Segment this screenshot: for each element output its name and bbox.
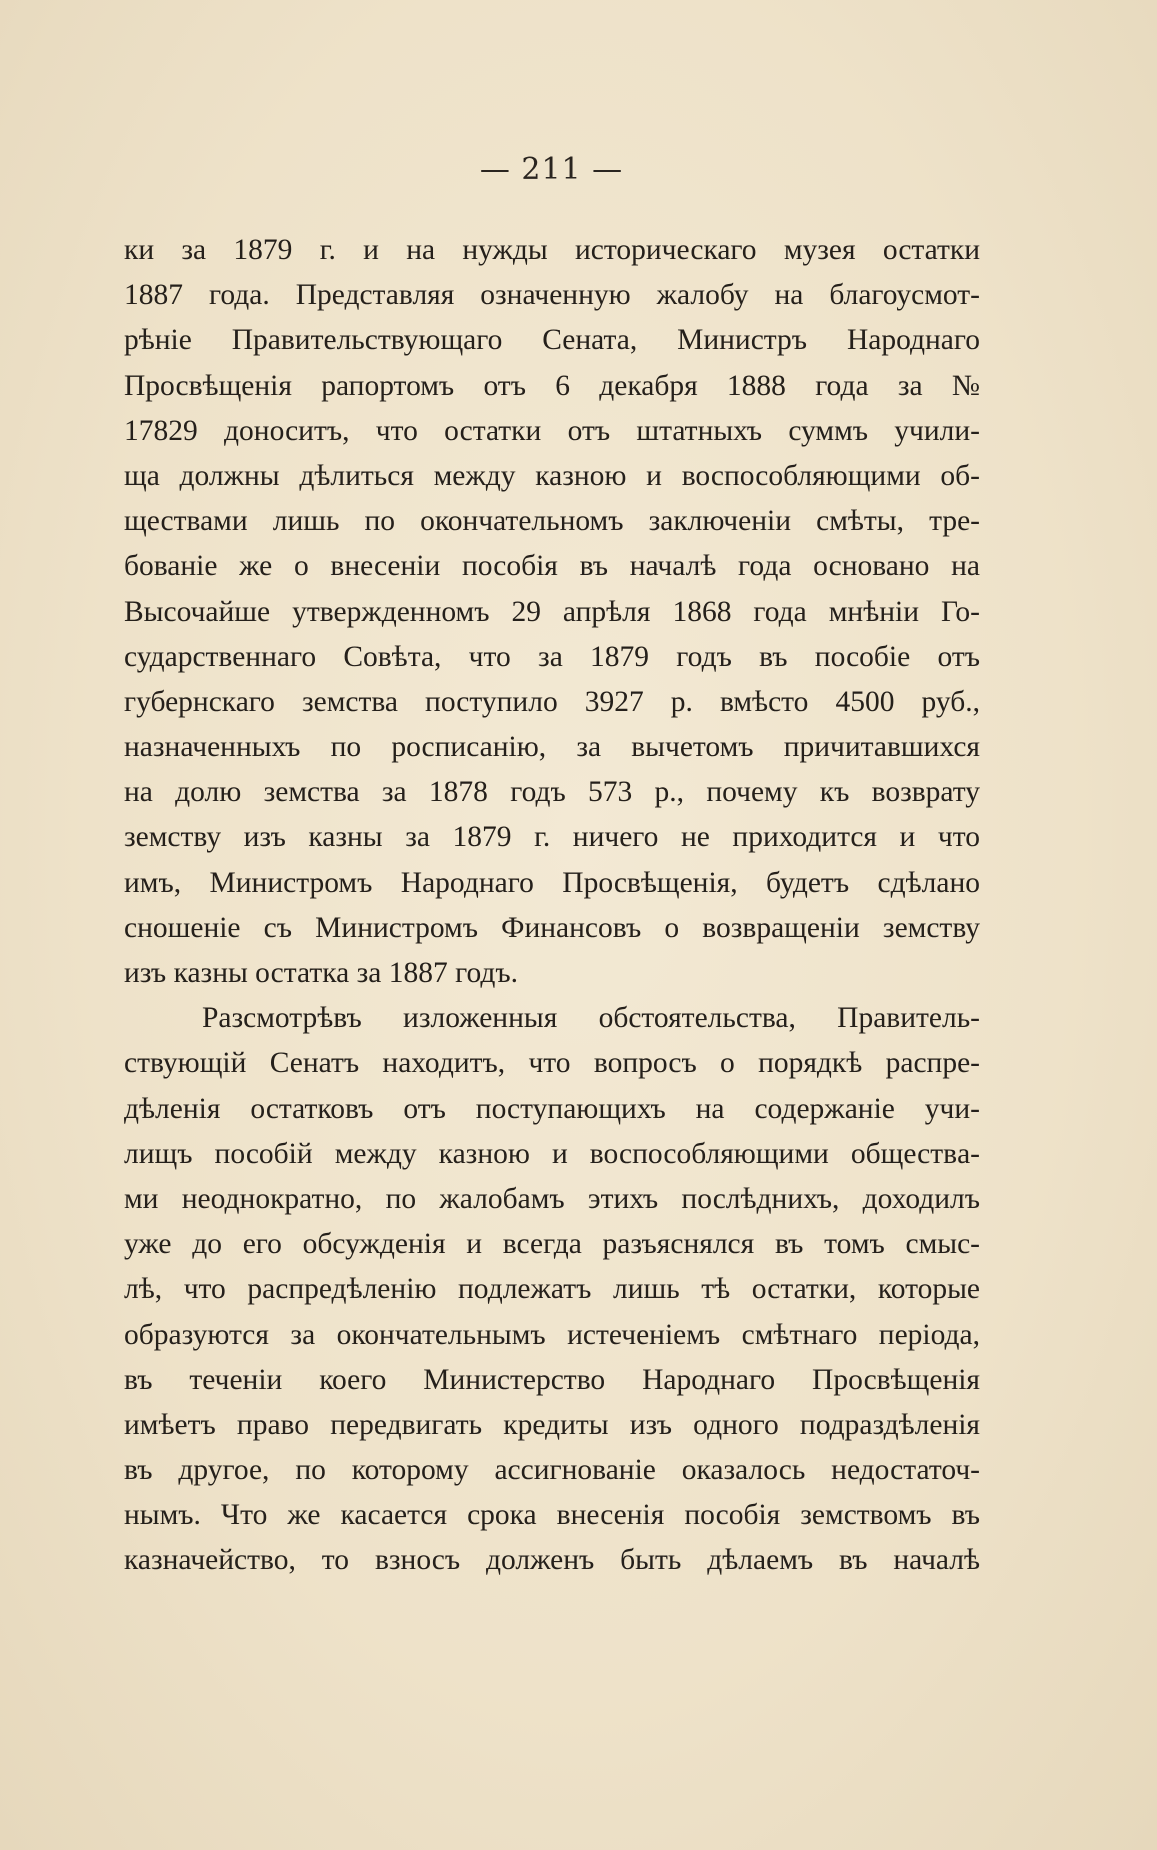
text-line: ми неоднократно, по жалобамъ этихъ послѣднихъ, доходилъ <box>124 1182 980 1215</box>
text-line: имѣетъ право передвигать кредиты изъ одного подраздѣленія <box>124 1408 980 1441</box>
text-line: губернскаго земства поступило 3927 р. вмѣсто 4500 руб., <box>124 685 980 718</box>
text-line: Просвѣщенія рапортомъ отъ 6 декабря 1888 года за № <box>124 369 980 402</box>
text-line: Разсмотрѣвъ изложенныя обстоятельства, Правитель- <box>202 1002 980 1035</box>
text-line: лѣ, что распредѣленію подлежатъ лишь тѣ остатки, которые <box>124 1273 980 1306</box>
text-line: ствующій Сенатъ находитъ, что вопросъ о порядкѣ распре- <box>124 1047 980 1080</box>
text-line: земству изъ казны за 1879 г. ничего не приходится и что <box>124 821 980 854</box>
text-line: сударственнаго Совѣта, что за 1879 годъ въ пособіе отъ <box>124 640 980 673</box>
text-line: назначенныхъ по росписанію, за вычетомъ причитавшихся <box>124 731 980 764</box>
text-line: 1887 года. Представляя означенную жалобу на благоусмот- <box>124 279 980 312</box>
text-line: въ другое, по которому ассигнованіе оказалось недостаточ- <box>124 1454 980 1487</box>
text-line: бованіе же о внесеніи пособія въ началѣ года основано на <box>124 550 980 583</box>
text-line: сношеніе съ Министромъ Финансовъ о возвращеніи земству <box>124 911 980 944</box>
text-line: на долю земства за 1878 годъ 573 р., почему къ возврату <box>124 776 980 809</box>
text-line: ки за 1879 г. и на нужды историческаго музея остатки <box>124 234 980 266</box>
text-line: лищъ пособій между казною и воспособляющими обществa- <box>124 1137 980 1170</box>
text-line: ществами лишь по окончательномъ заключеніи смѣты, тре- <box>124 505 980 538</box>
text-line: имъ, Министромъ Народнаго Просвѣщенія, будетъ сдѣлано <box>124 866 980 899</box>
text-line: въ теченіи коего Министерство Народнаго Просвѣщенія <box>124 1363 980 1396</box>
text-line: ща должны дѣлиться между казною и воспособляющими об- <box>124 459 980 492</box>
page-number: — 211 — <box>479 152 624 187</box>
text-line: 17829 доноситъ, что остатки отъ штатныхъ суммъ учили- <box>124 414 980 447</box>
text-line: нымъ. Что же касается срока внесенія пособія земствомъ въ <box>124 1499 980 1532</box>
text-line: рѣніе Правительствующаго Сената, Министръ Народнаго <box>124 324 980 357</box>
body-text <box>124 228 980 1584</box>
text-line: дѣленія остатковъ отъ поступающихъ на содержаніе учи- <box>124 1092 980 1125</box>
text-line: казначейство, то взносъ долженъ быть дѣлаемъ въ началѣ <box>124 1544 980 1577</box>
text-line: уже до его обсужденія и всегда разъяснялся въ томъ смыс- <box>124 1228 980 1261</box>
text-line: Высочайше утвержденномъ 29 апрѣля 1868 года мнѣніи Го- <box>124 595 980 628</box>
text-line: изъ казны остатка за 1887 годъ. <box>124 957 518 989</box>
text-line: образуются за окончательнымъ истеченіемъ смѣтнаго періода, <box>124 1318 980 1351</box>
paragraph-1 <box>124 228 980 996</box>
paragraph-2 <box>124 996 980 1583</box>
